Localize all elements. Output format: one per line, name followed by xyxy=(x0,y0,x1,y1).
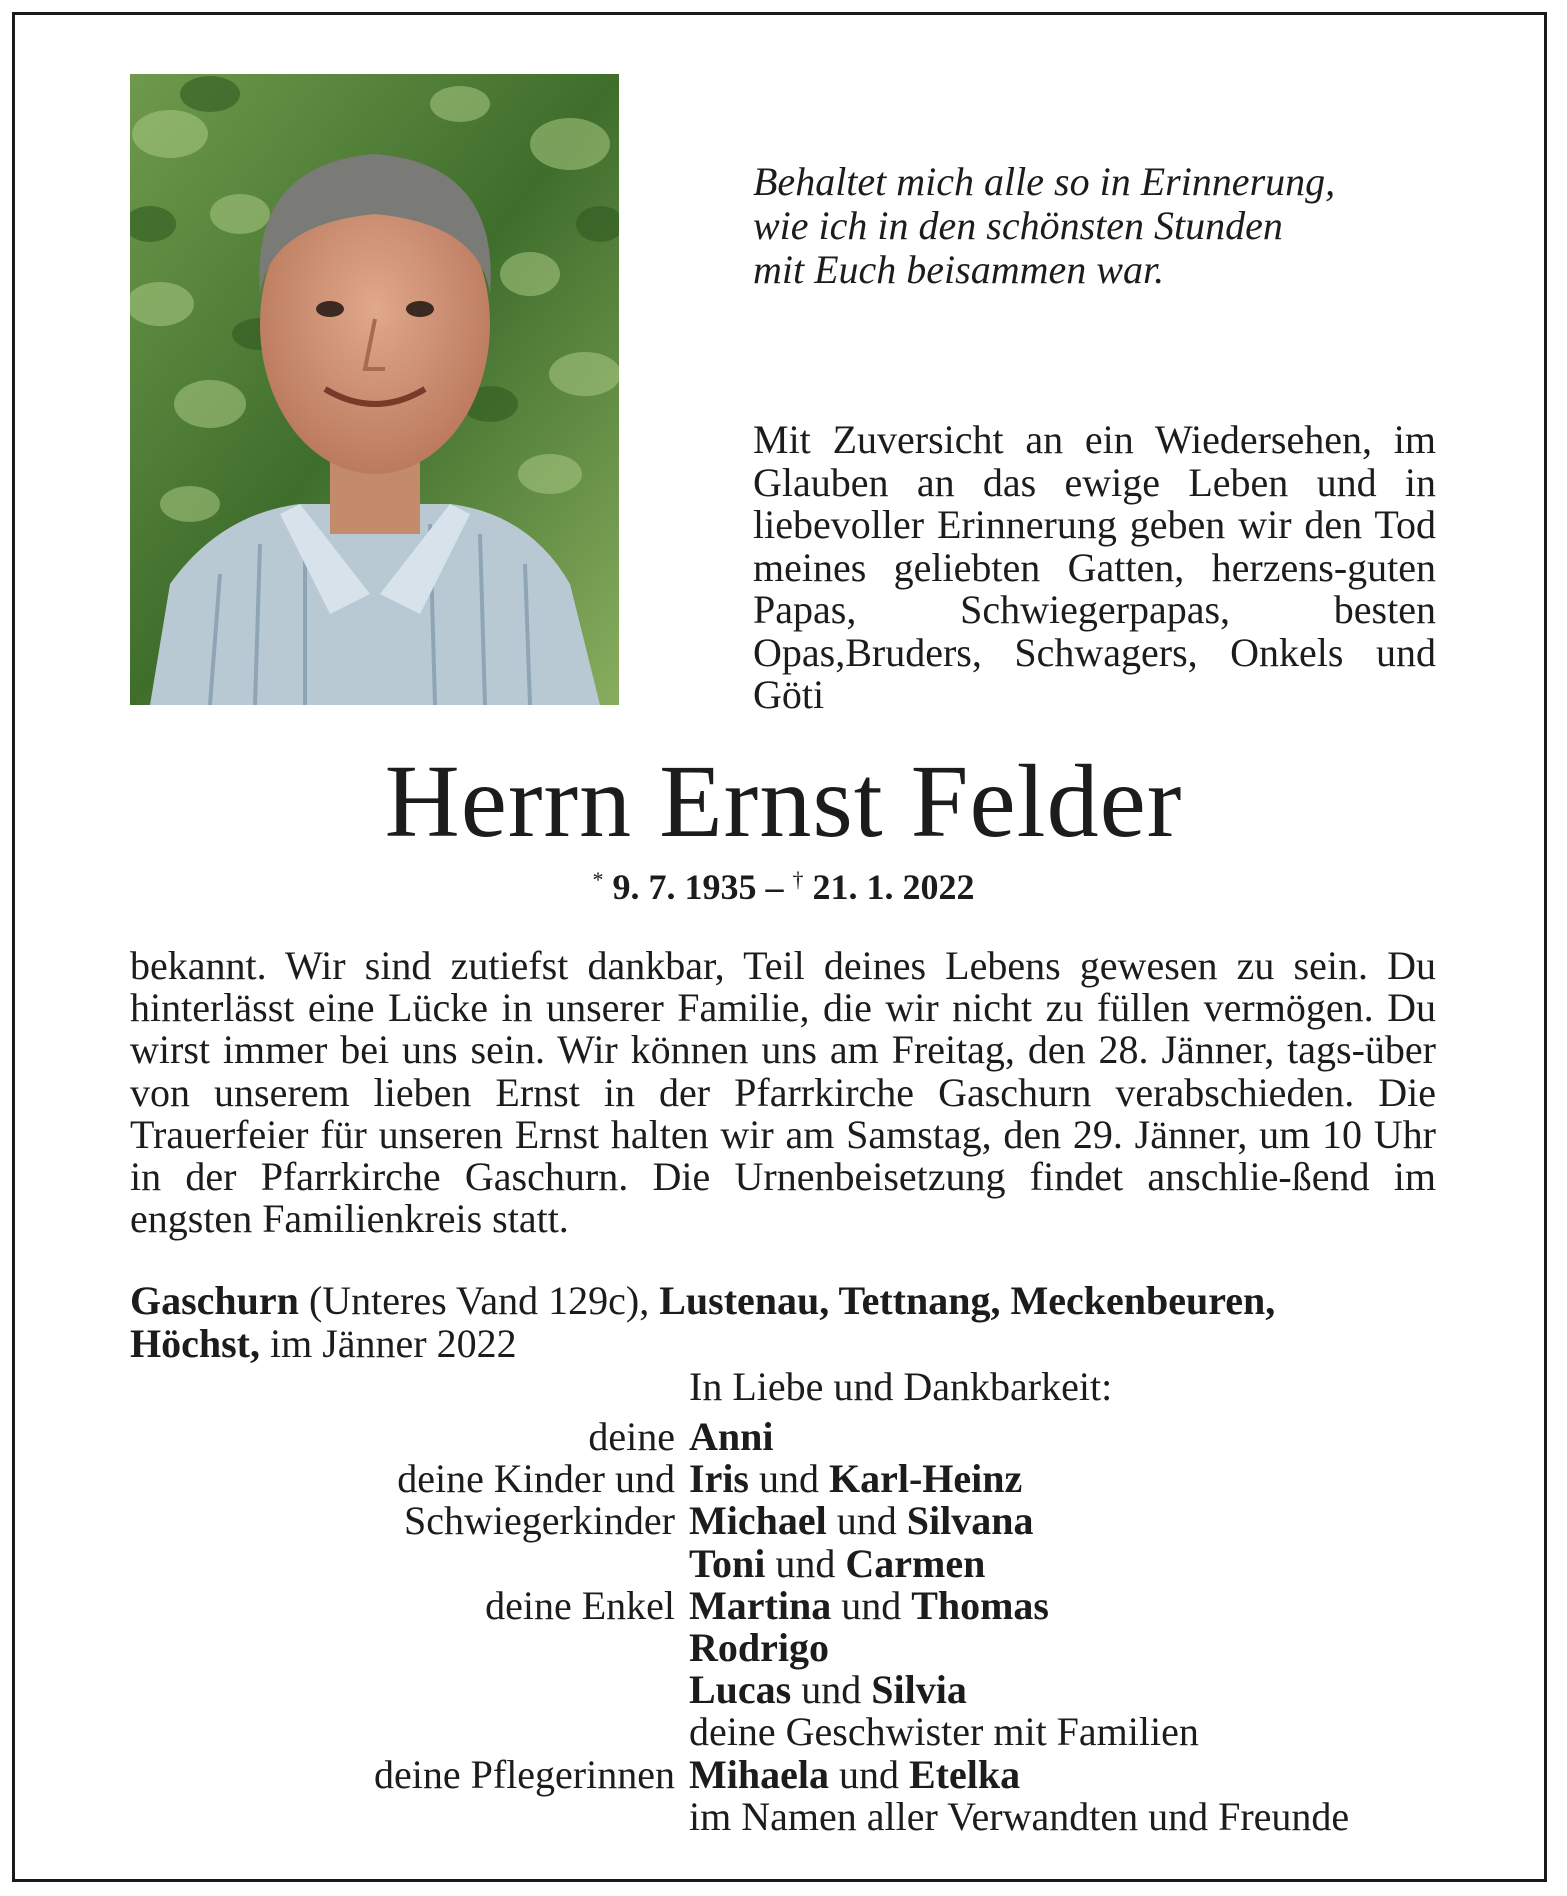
portrait-photo xyxy=(130,74,619,705)
relation-label xyxy=(130,1627,689,1669)
mourner-name: Karl-Heinz xyxy=(829,1456,1023,1502)
place-and-date xyxy=(130,1280,1470,1365)
relation-label: deine Kinder und xyxy=(397,1456,675,1502)
mourner-row xyxy=(130,1582,1470,1628)
conjunction: und xyxy=(826,1498,907,1544)
relation-label xyxy=(130,1543,689,1585)
month-year: im Jänner 2022 xyxy=(260,1320,517,1366)
other-towns: Lustenau, Tettnang, Meckenbeuren, xyxy=(659,1278,1276,1323)
birth-symbol: * xyxy=(592,867,604,892)
conjunction: und xyxy=(831,1582,912,1628)
mourner-row xyxy=(130,1669,1470,1711)
relation-label xyxy=(130,1711,689,1753)
motto-line: mit Euch beisammen war. xyxy=(753,247,1165,292)
conjunction: und xyxy=(749,1456,829,1502)
date-separator: – xyxy=(756,867,793,907)
portrait-illustration xyxy=(130,74,619,705)
conjunction: und xyxy=(791,1667,872,1713)
mourner-row xyxy=(130,1540,1470,1586)
mourner-name: Martina xyxy=(689,1582,832,1628)
motto-quote xyxy=(753,160,1473,292)
mourner-row xyxy=(130,1624,1470,1670)
mourner-name: Carmen xyxy=(845,1540,986,1586)
birth-date: 9. 7. 1935 xyxy=(612,867,757,907)
mourner-name: Etelka xyxy=(908,1751,1021,1797)
mourner-name: Michael xyxy=(689,1498,827,1544)
mourner-name: Iris xyxy=(689,1456,749,1502)
mourner-row xyxy=(130,1793,1470,1839)
conjunction: und xyxy=(828,1751,909,1797)
mourner-name: Lucas xyxy=(689,1667,792,1713)
mourner-name: Silvana xyxy=(906,1498,1034,1544)
mourner-row xyxy=(130,1711,1470,1753)
motto-line: Behaltet mich alle so in Erinnerung, xyxy=(753,159,1336,204)
mourner-name: Mihaela xyxy=(689,1751,829,1797)
intro-paragraph: Mit Zuversicht an ein Wiedersehen, im Glauben an das ewige Leben und in liebevoller Erinnerung geben wir den Tod meines geliebten Gatten, herzens-guten Papas, Schwiegerpapas, besten Opas,Bruders, Schwagers, Onkels und Göti xyxy=(753,417,1436,717)
mourner-name: Anni xyxy=(689,1414,774,1459)
mourner-row xyxy=(130,1500,1470,1542)
mourner-name: Silvia xyxy=(871,1667,967,1713)
town-name: Gaschurn xyxy=(130,1278,299,1323)
mourner-name: Rodrigo xyxy=(689,1624,829,1670)
body-paragraph: bekannt. Wir sind zutiefst dankbar, Teil deines Lebens gewesen zu sein. Du hinterlässt eine Lücke in unserer Familie, die wir nicht zu füllen vermögen. Du wirst immer bei uns sein. Wir können uns am Freitag, den 28. Jänner, tags-über von unserem lieben Ernst in der Pfarrkirche Gaschurn verabschieden. Die Trauerfeier für unseren Ernst halten wir am Samstag, den 29. Jänner, um 10 Uhr in der Pfarrkirche Gaschurn. Die Urnenbeisetzung findet anschlie-ßend im engsten Familienkreis statt. xyxy=(130,943,1436,1242)
mourner-note: deine Geschwister mit Familien xyxy=(689,1709,1199,1755)
deceased-name: Herrn Ernst Felder xyxy=(384,744,1183,859)
mourner-name: Toni xyxy=(689,1540,766,1586)
last-town: Höchst, xyxy=(130,1320,260,1366)
mourner-row xyxy=(130,1458,1470,1500)
relation-label xyxy=(130,1796,689,1838)
conjunction: und xyxy=(765,1540,846,1586)
mourner-row xyxy=(130,1416,1470,1458)
relation-label xyxy=(130,1669,689,1711)
mourner-name: Thomas xyxy=(911,1582,1049,1628)
mourner-note: im Namen aller Verwandten und Freunde xyxy=(689,1793,1350,1839)
mourner-row xyxy=(130,1751,1470,1797)
relation-label: deine Enkel xyxy=(485,1582,675,1628)
address: (Unteres Vand 129c), xyxy=(298,1278,660,1323)
death-date: 21. 1. 2022 xyxy=(812,867,975,907)
death-symbol: † xyxy=(792,867,804,892)
relation-label: Schwiegerkinder xyxy=(403,1498,675,1544)
relation-label: deine Pflegerinnen xyxy=(374,1751,675,1797)
motto-line: wie ich in den schönsten Stunden xyxy=(753,203,1283,248)
mourners-list xyxy=(130,1416,1470,1838)
life-dates xyxy=(0,858,1567,909)
closing-phrase: In Liebe und Dankbarkeit: xyxy=(689,1364,1113,1409)
relation-label: deine xyxy=(588,1414,675,1459)
